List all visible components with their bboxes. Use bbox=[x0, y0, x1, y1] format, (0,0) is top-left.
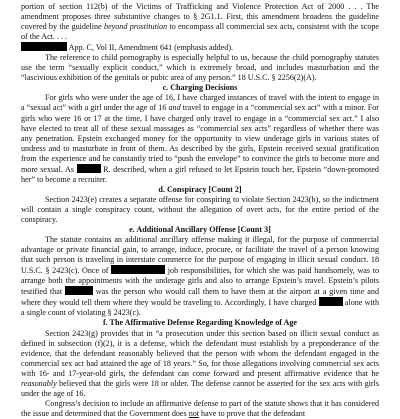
paragraph-amendment-quote: portion of section 112(b) of the Victims of Trafficking and Violence Protection Act of 2000 . . . The amendment proposes three substantive changes to § 2G1.1. First, this amendment broadens the guideline covered by the guideline beyond prostitution to encompass all commercial sex acts, consistent with the scope of the Act. . . . App. C, Vol II, Amendment 641 (emphasis added). bbox=[21, 2, 380, 53]
heading-charging-decisions: c. Charging Decisions bbox=[162, 83, 238, 93]
redaction-bar bbox=[65, 286, 93, 295]
redaction-bar bbox=[111, 265, 165, 274]
paragraph-affirmative-defense: Section 2423(g) provides that in “a prosecution under this section based on illicit sexual conduct as defined in subsection (f)(2), it is a defense, which the defendant must establish by a preponderance of the evidence, that the defendant reasonably believed that the person with whom the defendant engaged in the commercial sex act had attained the age of 18 years.” So, for those allegations involving commercial sex acts with 16- and 17-year-old girls, the defendant can come forward and present affirmative evidence that he reasonably believed that the girls were 18 or older. The defense cannot be asserted for the sex acts with girls under the age of 16. bbox=[21, 328, 379, 398]
heading-affirmative-defense: f. The Affirmative Defense Regarding Knowledge of Age bbox=[102, 318, 298, 328]
paragraph-ancillary-offense: The statute contains an additional ancillary offense making it illegal, for the purpose of commercial advantage or private financial gain, to arrange, induce, procure, or facilitate the travel of a person knowing that such person is traveling in interstate commerce for the purpose of engaging in illicit sexual conduct. 18 U.S.C. § 2423(c). Once of job responsibilities, for which she was paid handsomely, was to arrange both the appointments with the underage girls and also to arrange Epstein’s travel. Epstein’s pilots testified that was the person who would call them to have them at the airport at a given time and where they would tell them where they would be traveling to. Accordingly, I have charged alone with a single count of violating § 2423(c). bbox=[21, 235, 380, 318]
heading-ancillary-offense: e. Additional Ancillary Offense [Count 3] bbox=[129, 225, 271, 235]
redaction-bar bbox=[21, 42, 67, 51]
redaction-bar bbox=[77, 164, 101, 173]
paragraph-child-pornography: The reference to child pornography is especially helpful to us, because the child pornography statutes use the term “sexually explicit conduct,” which is extremely broad, and includes masturbation and the “lascivious exhibition of the genitals or pubic area of any person.” 18 U.S.C. § 2256(2)(A). bbox=[21, 53, 379, 83]
paragraph-congress-decision: Congress’s decision to include an affirmative defense to part of the statute shows that it has considered the issue and determined that the Government does not have to prove that the defendant bbox=[21, 398, 379, 418]
paragraph-charging-decisions: For girls who were under the age of 16, I have charged instances of travel with the intent to engage in a “sexual act” with a girl under the age of 16 and travel to engage in a “commercial sex act” with a minor. For girls who were 16 or 17 at the time, I have charged only travel to engage in a “commercial sex act.” I also have elected to treat all of these sexual massages as “commercial sex acts” regardless of whether there was any penetration. Epstein exchanged money for the opportunity to view underage girls in various states of undress and to masturbate in front of them. As described by the girls, Epstein received sexual gratification from the experience and he constantly tried to “push the envelope” to convince the girls to become more and more sexual. As R. described, when a girl refused to let Epstein touch her, Epstein “down-promoted her” to become a recruiter. bbox=[21, 93, 379, 184]
redaction-bar bbox=[319, 297, 343, 306]
paragraph-conspiracy: Section 2423(e) creates a separate offense for conspiring to violate Section 2423(b), so the indictment will contain a single conspiracy count, without the allegation of overt acts, for the entire period of the conspiracy. bbox=[21, 194, 379, 224]
heading-conspiracy: d. Conspiracy [Count 2] bbox=[158, 184, 242, 194]
